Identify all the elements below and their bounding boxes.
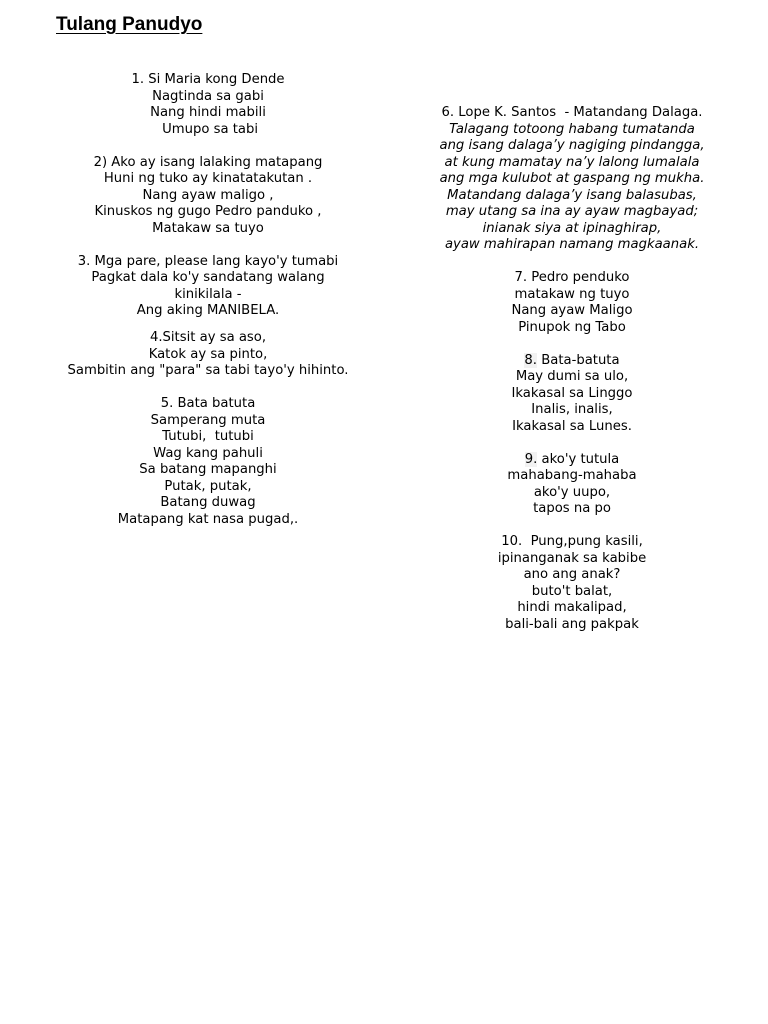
poem-line: Ikakasal sa Lunes. (512, 418, 632, 434)
poem-first-text: ako'y tutula (537, 451, 620, 467)
poem-10 (414, 534, 730, 633)
poem-heading: 6. Lope K. Santos - Matandang Dalaga. (441, 105, 703, 120)
poem-8 (414, 353, 730, 436)
poem-5 (50, 396, 366, 528)
poem-line: bali-bali ang pakpak (505, 616, 639, 632)
poem-line: Nang hindi mabili (150, 105, 266, 120)
left-column (50, 72, 366, 545)
poem-line: Tutubi, tutubi (162, 429, 254, 444)
poem-7 (414, 270, 730, 336)
poem-line: Batang duwag (160, 495, 256, 510)
poem-line: Inalis, inalis, (531, 402, 613, 417)
poem-line: ano ang anak? (523, 567, 621, 582)
poem-line: matakaw ng tuyo (514, 286, 630, 302)
poem-line: ako'y uupo, (533, 484, 611, 500)
poem-line: 1. Si Maria kong Dende (131, 72, 285, 87)
poem-line: ayaw mahirapan namang magkaanak. (444, 237, 700, 252)
poem-6 (414, 105, 730, 254)
poem-line: tapos na po (533, 501, 611, 516)
poem-line: Talagang totoong habang tumatanda (449, 121, 695, 137)
poem-line: ang mga kulubot at gaspang ng mukha. (439, 171, 705, 186)
poem-line: Putak, putak, (164, 478, 252, 494)
poem-line: at kung mamatay na’y lalong lumalala (444, 154, 700, 170)
poem-line: Sambitin ang "para" sa tabi tayo'y hihinto. (67, 363, 349, 378)
poem-line: Nagtinda sa gabi (152, 88, 264, 104)
poem-line: ipinanganak sa kabibe (497, 550, 647, 566)
poem-9 (414, 452, 730, 518)
poem-line: Pinupok ng Tabo (518, 319, 626, 335)
poem-first-text: Bata-batuta (537, 352, 620, 368)
poem-line: Ang aking MANIBELA. (136, 303, 280, 318)
poem-line: Katok ay sa pinto, (148, 346, 268, 362)
poem-line: Nang ayaw maligo , (142, 187, 274, 203)
poem-line: 4.Sitsit ay sa aso, (149, 330, 267, 345)
poem-line: hindi makalipad, (517, 600, 627, 615)
poem-line: mahabang-mahaba (507, 468, 637, 483)
poem-line: ang isang dalaga’y nagiging pindangga, (439, 138, 705, 153)
poem-line: 7. Pedro penduko (514, 270, 630, 285)
poem-first-line (414, 452, 730, 469)
poem-line: May dumi sa ulo, (515, 369, 629, 384)
poem-line: Umupo sa tabi (157, 121, 259, 137)
poem-2 (50, 155, 366, 238)
poem-line: Kinuskos ng gugo Pedro panduko , (94, 204, 322, 219)
poem-line: 10. Pung,pung kasili, (501, 534, 643, 549)
poem-line: kinikilala - (174, 286, 242, 302)
poem-number: 8. (524, 352, 537, 368)
poem-line: Samperang muta (150, 412, 266, 428)
poem-3 (50, 254, 366, 320)
poem-line: 5. Bata batuta (160, 396, 256, 411)
poem-line: Matakaw sa tuyo (152, 220, 264, 236)
right-column (414, 105, 730, 650)
poem-line: Nang ayaw Maligo (511, 303, 633, 318)
document-title: Tulang Panudyo (56, 14, 203, 35)
poem-4 (50, 330, 366, 380)
poem-first-line (414, 353, 730, 370)
poem-line: 2) Ako ay isang lalaking matapang (93, 154, 323, 170)
poem-1 (50, 72, 366, 138)
poem-line: Matandang dalaga’y isang balasubas, (447, 187, 697, 203)
poem-line: may utang sa ina ay ayaw magbayad; (445, 204, 699, 219)
poem-line: Sa batang mapanghi (139, 462, 277, 477)
poem-line: Huni ng tuko ay kinatatakutan . (103, 171, 313, 186)
poem-line: Matapang kat nasa pugad,. (117, 511, 299, 527)
poem-line: Wag kang pahuli (153, 445, 263, 461)
poem-line: buto't balat, (531, 583, 613, 599)
poem-line: Pagkat dala ko'y sandatang walang (91, 270, 325, 285)
poem-line: 3. Mga pare, please lang kayo'y tumabi (77, 253, 339, 269)
poem-line: inianak siya at ipinaghirap, (482, 220, 662, 236)
poem-line: Ikakasal sa Linggo (511, 385, 633, 401)
poem-number: 9. (524, 451, 538, 467)
